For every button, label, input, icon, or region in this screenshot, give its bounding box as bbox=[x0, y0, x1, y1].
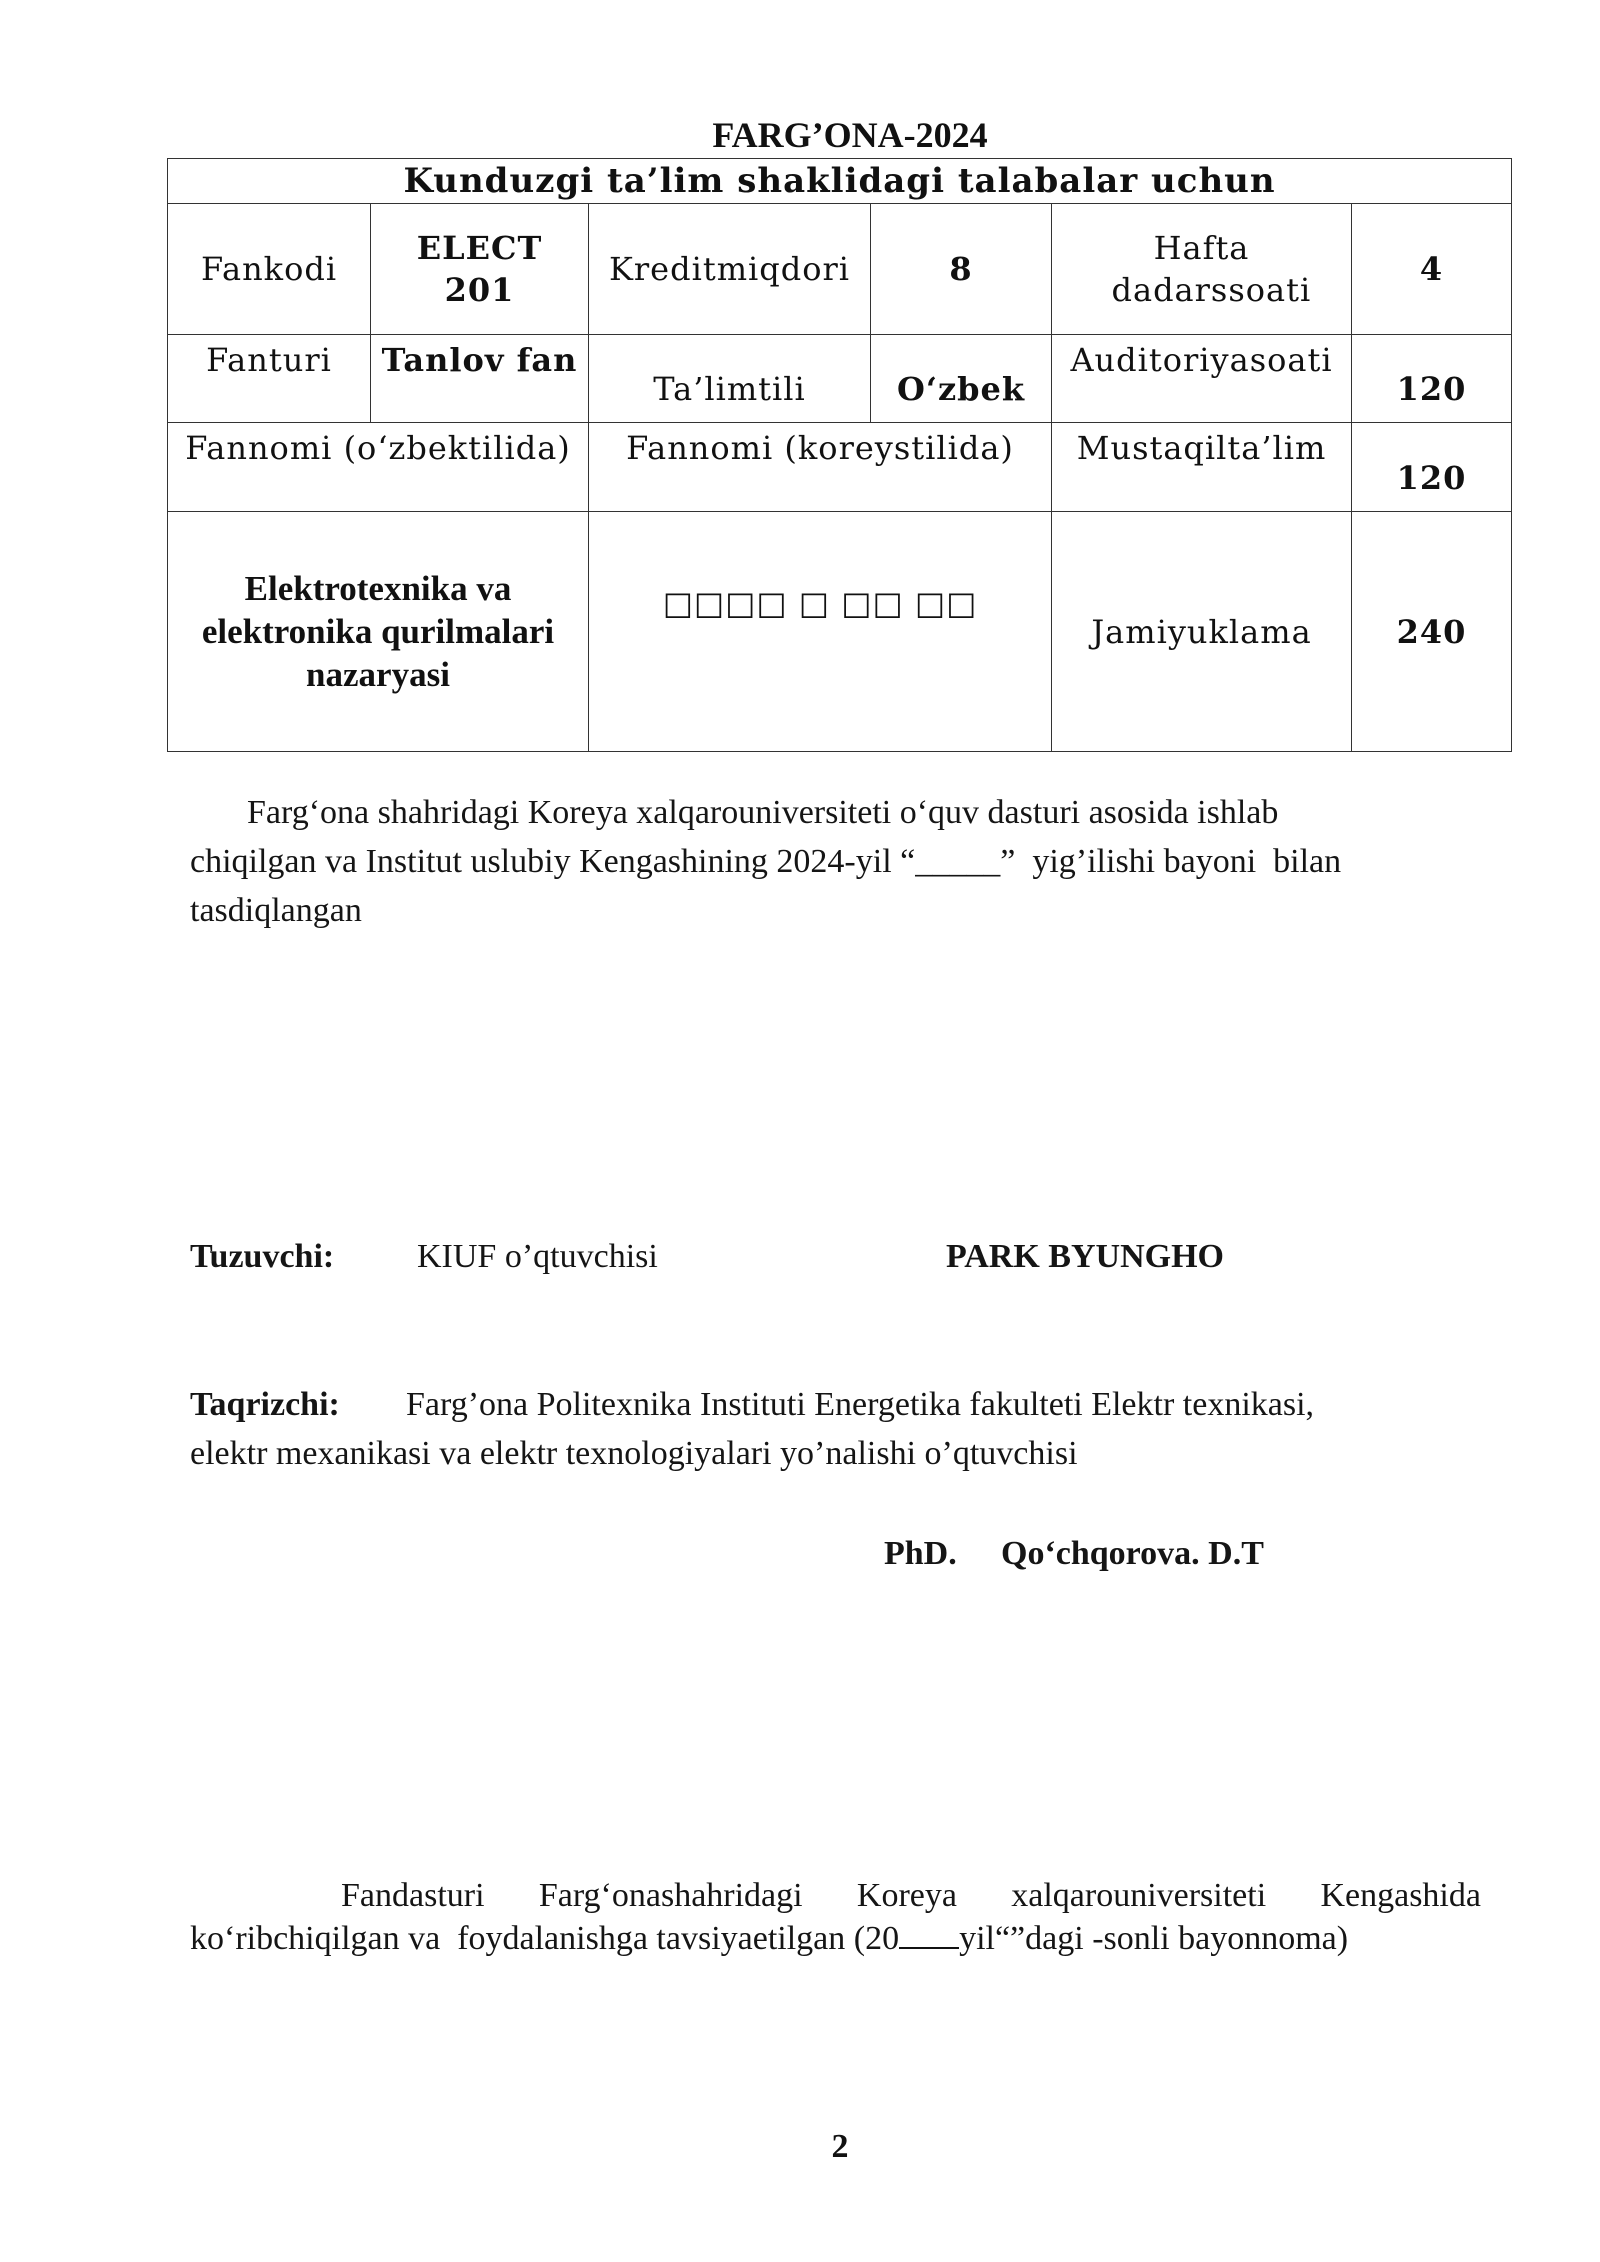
fan-nomi-uz-label: Fannomi (o‘zbektilida) bbox=[168, 423, 589, 512]
recommendation-line-2 bbox=[190, 1914, 1348, 1963]
compiler-role: KIUF o’qtuvchisi bbox=[417, 1238, 658, 1275]
fan-kodi-value-text: ELECT 201 bbox=[416, 229, 543, 309]
compiler-name: PARK BYUNGHO bbox=[946, 1238, 1224, 1275]
reviewer-name: Qo‘chqorova. D.T bbox=[1001, 1535, 1264, 1572]
approval-line-2a: chiqilgan va Institut uslubiy Kengashining 2024-yil “ bbox=[190, 843, 916, 880]
fan-nomi-ko-value: □□□□ □ □□ □□ bbox=[589, 512, 1052, 752]
hafta-label-text: Hafta dadarssoati bbox=[1111, 229, 1312, 309]
reviewer-line-2: elektr mexanikasi va elektr texnologiyalari yo’nalishi o’qtuvchisi bbox=[190, 1435, 1078, 1472]
approval-line-1: Farg‘ona shahridagi Koreya xalqarouniversiteti o‘quv dasturi asosida ishlab bbox=[247, 794, 1279, 831]
auditoriya-value: 120 bbox=[1352, 335, 1512, 423]
fan-nomi-uz-text: Elektrotexnika va elektronika qurilmalari nazaryasi bbox=[201, 569, 555, 694]
reviewer-degree: PhD. bbox=[884, 1535, 957, 1572]
auditoriya-label: Auditoriyasoati bbox=[1052, 335, 1352, 423]
approval-line-2 bbox=[190, 837, 1341, 886]
page-number: 2 bbox=[831, 2128, 849, 2165]
rec-word-5: Kengashida bbox=[1320, 1877, 1481, 1914]
rec-word-4: xalqarouniversiteti bbox=[1011, 1877, 1267, 1914]
rec-line-2a: ko‘ribchiqilgan va foydalanishga tavsiyaetilgan (20 bbox=[190, 1920, 900, 1957]
approval-blank: _____ bbox=[915, 843, 1001, 880]
rec-word-3: Koreya bbox=[856, 1877, 957, 1914]
recommendation-line-1 bbox=[341, 1871, 1481, 1920]
mustaqil-label: Mustaqilta’lim bbox=[1052, 423, 1352, 512]
compiler-label: Tuzuvchi: bbox=[190, 1238, 335, 1275]
jami-label: Jamiyuklama bbox=[1052, 512, 1352, 752]
fan-kodi-label: Fankodi bbox=[168, 204, 371, 335]
document-title: FARG’ONA-2024 bbox=[712, 115, 988, 155]
approval-line-3: tasdiqlangan bbox=[190, 892, 362, 929]
rec-word-2: Farg‘onashahridagi bbox=[538, 1877, 803, 1914]
reviewer-label: Taqrizchi: bbox=[190, 1386, 340, 1423]
fan-kodi-value bbox=[371, 204, 589, 335]
rec-year-blank bbox=[899, 1923, 959, 1949]
rec-line-2b: yil“”dagi -sonli bayonnoma) bbox=[959, 1920, 1349, 1957]
hafta-label bbox=[1052, 204, 1352, 335]
kredit-value: 8 bbox=[871, 204, 1052, 335]
mustaqil-value: 120 bbox=[1352, 423, 1512, 512]
jami-value: 240 bbox=[1352, 512, 1512, 752]
approval-line-2b: ” yig’ilishi bayoni bilan bbox=[1000, 843, 1342, 880]
rec-word-1: Fandasturi bbox=[341, 1877, 485, 1914]
fan-nomi-uz-value bbox=[168, 512, 589, 752]
kredit-label: Kreditmiqdori bbox=[589, 204, 871, 335]
table-header: Kunduzgi ta’lim shaklidagi talabalar uchun bbox=[168, 159, 1512, 204]
hafta-value: 4 bbox=[1352, 204, 1512, 335]
reviewer-line-1: Farg’ona Politexnika Instituti Energetika fakulteti Elektr texnikasi, bbox=[406, 1386, 1315, 1423]
course-info-table bbox=[167, 158, 1512, 752]
fan-turi-label: Fanturi bbox=[168, 335, 371, 423]
talim-tili-label: Ta’limtili bbox=[589, 335, 871, 423]
fan-turi-value: Tanlov fan bbox=[371, 335, 589, 423]
fan-nomi-ko-label: Fannomi (koreystilida) bbox=[589, 423, 1052, 512]
talim-tili-value: O‘zbek bbox=[871, 335, 1052, 423]
